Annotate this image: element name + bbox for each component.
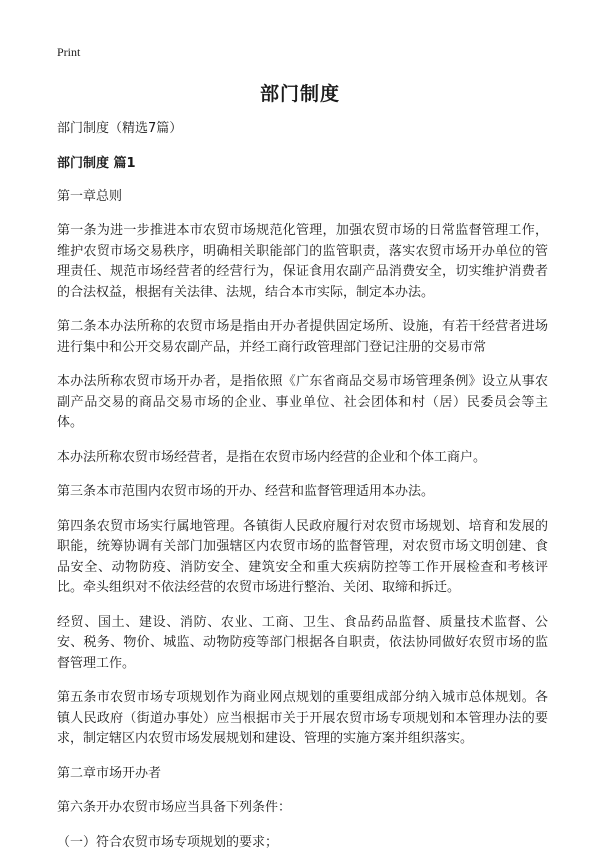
paragraph-article-2: 第二条本办法所称的农贸市场是指由开办者提供固定场所、设施，有若干经营者进场进行集中和公开交易农副产品，并经工商行政管理部门登记注册的交易市常	[57, 319, 548, 355]
document-subtitle: 部门制度（精选7篇）	[57, 121, 183, 136]
paragraph-departments: 经贸、国土、建设、消防、农业、工商、卫生、食品药品监督、质量技术监督、公安、税务、物价、城监、动物防疫等部门根据各自职责，依法协同做好农贸市场的监督管理工作。	[57, 614, 548, 671]
paragraph-item-1: （一）符合农贸市场专项规划的要求；	[57, 834, 279, 850]
paragraph-article-6: 第六条开办农贸市场应当具备下列条件：	[57, 800, 292, 815]
print-link[interactable]: Print	[57, 45, 81, 59]
paragraph-definition-operator: 本办法所称农贸市场开办者，是指依照《广东省商品交易市场管理条例》设立从事农副产品交易的商品交易市场的企业、事业单位、社会团体和村（居）民委员会等主体。	[57, 374, 548, 430]
paragraph-article-1: 第一条为进一步推进本市农贸市场规范化管理，加强农贸市场的日常监督管理工作，维护农贸市场交易秩序，明确相关职能部门的监管职责，落实农贸市场开办单位的管理责任、规范市场经营者的经营行为，保证食用农副产品消费安全，切实维护消费者的合法权益，根据有关法律、法规，结合本市实际，制定本办法。	[57, 223, 548, 300]
paragraph-chapter-1: 第一章总则	[57, 188, 123, 204]
paragraph-article-3: 第三条本市范围内农贸市场的开办、经营和监督管理适用本办法。	[57, 484, 435, 499]
page-title: 部门制度	[259, 83, 340, 105]
paragraph-chapter-2: 第二章市场开办者	[57, 765, 162, 781]
paragraph-definition-vendor: 本办法所称农贸市场经营者，是指在农贸市场内经营的企业和个体工商户。	[57, 449, 487, 465]
paragraph-article-5: 第五条市农贸市场专项规划作为商业网点规划的重要组成部分纳入城市总体规划。各镇人民政府（街道办事处）应当根据市关于开展农贸市场专项规划和本管理办法的要求，制定辖区内农贸市场发展规划和建设、管理的实施方案并组织落实。	[57, 690, 548, 746]
paragraph-article-4: 第四条农贸市场实行属地管理。各镇街人民政府履行对农贸市场规划、培育和发展的职能，统筹协调有关部门加强辖区内农贸市场的监督管理，对农贸市场文明创建、食品安全、动物防疫、消防安全、建筑安全和重大疾病防控等工作开展检查和考核评比。牵头组织对不依法经营的农贸市场进行整治、关闭、取缔和拆迁。	[57, 518, 548, 595]
section-heading: 部门制度 篇1	[57, 155, 136, 171]
document-body	[57, 119, 548, 867]
